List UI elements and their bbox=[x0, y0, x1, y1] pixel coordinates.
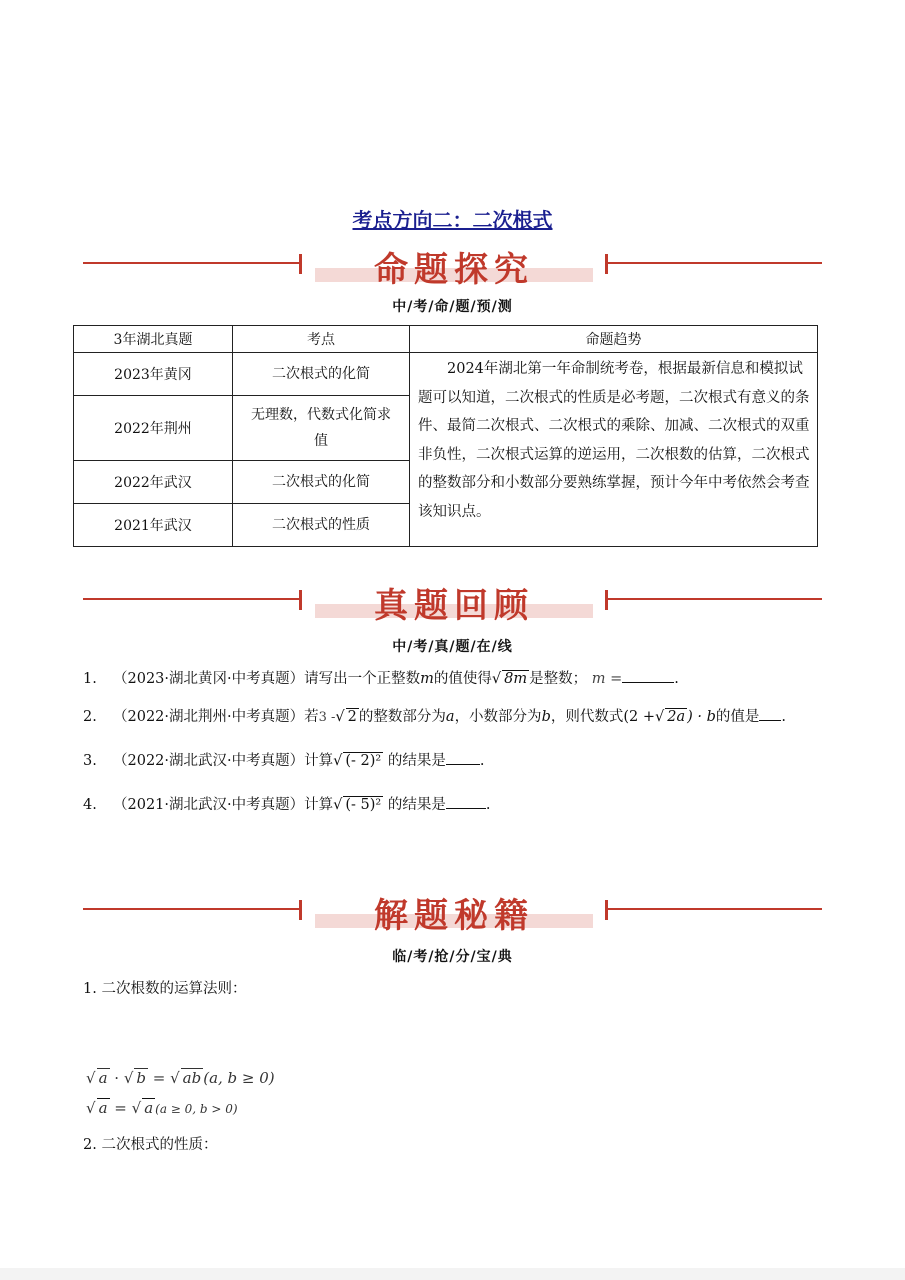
math-condition: (a ≥ 0, b > 0) bbox=[155, 1102, 238, 1116]
exam-trend-table bbox=[73, 325, 818, 547]
question-2 bbox=[83, 705, 786, 726]
radicand: a bbox=[144, 1099, 154, 1116]
banner-tick-right bbox=[605, 254, 608, 274]
question-text: 的整数部分为 bbox=[358, 709, 446, 725]
math-sqrt: √ (- 2)² bbox=[333, 753, 382, 769]
section-banner-proposition bbox=[83, 244, 822, 290]
banner-title: 解题秘籍 bbox=[374, 896, 534, 936]
cell-year: 2022年武汉 bbox=[74, 461, 233, 504]
math-op: · bbox=[109, 1069, 124, 1087]
cell-trend: 2024年湖北第一年命制统考卷，根据最新信息和模拟试题可以知道，二次根式的性质是必考题，二次根式有意义的条件、最简二次根式、二次根式的乘除、加减、二次根式的双重非负性，二次根式运算的逆运用，二次根数的估算，二次根式的整数部分和小数部分要熟练掌握，预计今年中考依然会考查该知识点。 bbox=[410, 353, 818, 547]
math-condition: (a, b ≥ 0) bbox=[203, 1069, 275, 1087]
header-point: 考点 bbox=[233, 326, 410, 353]
banner-line-left bbox=[83, 908, 301, 910]
banner-title: 命题探究 bbox=[374, 250, 534, 290]
math-sqrt: √ ab bbox=[170, 1069, 202, 1087]
table-row bbox=[74, 353, 818, 396]
page-bottom-bar bbox=[0, 1268, 905, 1280]
math-op: = bbox=[109, 1099, 132, 1116]
banner-tick-right bbox=[605, 900, 608, 920]
tip-heading-2: 2. 二次根式的性质： bbox=[83, 1137, 218, 1153]
math-var: m bbox=[420, 671, 434, 687]
radicand: (- 5)² bbox=[345, 797, 382, 813]
math-sqrt: √ a bbox=[86, 1069, 108, 1087]
header-trend: 命题趋势 bbox=[410, 326, 818, 353]
radicand: b bbox=[136, 1069, 146, 1087]
banner-tick-left bbox=[299, 900, 302, 920]
radicand: 2 bbox=[347, 709, 357, 725]
question-source: （2022·湖北荆州·中考真题） bbox=[113, 709, 305, 725]
math-var: b bbox=[541, 709, 551, 725]
math-expr: (2 + bbox=[623, 709, 656, 725]
banner-line-left bbox=[83, 262, 301, 264]
cell-year: 2022年荆州 bbox=[74, 396, 233, 461]
cell-point: 二次根式的化简 bbox=[233, 353, 410, 396]
math-sqrt: √ (- 5)² bbox=[333, 797, 382, 813]
page-title: 考点方向二：二次根式 bbox=[352, 208, 553, 232]
cell-year: 2023年黄冈 bbox=[74, 353, 233, 396]
question-text: ，则代数式 bbox=[550, 709, 624, 725]
math-var: a bbox=[445, 709, 455, 725]
section-banner-tips bbox=[83, 890, 822, 936]
question-text: ，小数部分为 bbox=[454, 709, 542, 725]
banner-line-right bbox=[605, 908, 822, 910]
table-header-row bbox=[74, 326, 818, 353]
banner-title: 真题回顾 bbox=[374, 586, 534, 626]
banner-subtitle: 中/考/真/题/在/线 bbox=[392, 639, 513, 655]
question-end: . bbox=[485, 797, 491, 813]
banner-tick-left bbox=[299, 254, 302, 274]
cell-point: 二次根式的性质 bbox=[233, 504, 410, 547]
radicand: 2a bbox=[667, 709, 686, 725]
math-sqrt: √ 8m bbox=[491, 671, 528, 687]
radicand: ab bbox=[182, 1069, 202, 1087]
section-banner-review bbox=[83, 580, 822, 626]
math-sqrt: √ a bbox=[86, 1099, 108, 1116]
question-source: （2021·湖北武汉·中考真题） bbox=[113, 797, 305, 813]
math-expr: m = bbox=[591, 671, 623, 687]
cell-point: 无理数，代数式化简求值 bbox=[233, 396, 410, 461]
question-number: 1. bbox=[83, 671, 97, 687]
answer-blank[interactable] bbox=[446, 794, 486, 809]
banner-line-left bbox=[83, 598, 301, 600]
question-text: 的结果是 bbox=[387, 753, 446, 769]
question-end: . bbox=[674, 671, 679, 687]
question-text: 请写出一个正整数 bbox=[304, 671, 421, 687]
banner-tick-left bbox=[299, 590, 302, 610]
question-text: 计算 bbox=[304, 797, 334, 813]
math-sqrt: √ a bbox=[131, 1099, 154, 1116]
question-number: 3. bbox=[83, 753, 97, 769]
banner-subtitle: 中/考/命/题/预/测 bbox=[392, 299, 513, 315]
formula-divide bbox=[86, 1096, 286, 1116]
question-text: 计算 bbox=[304, 753, 334, 769]
question-4 bbox=[83, 793, 490, 814]
header-year: 3年湖北真题 bbox=[74, 326, 233, 353]
question-text: 若 bbox=[304, 709, 319, 725]
answer-blank[interactable] bbox=[622, 668, 674, 683]
formula-multiply bbox=[86, 1068, 275, 1087]
question-number: 2. bbox=[83, 709, 97, 725]
math-op: = bbox=[148, 1069, 171, 1087]
math-sqrt: √ 2 bbox=[335, 709, 357, 725]
question-3 bbox=[83, 749, 484, 770]
answer-blank[interactable] bbox=[446, 750, 480, 765]
question-1 bbox=[83, 667, 679, 688]
question-source: （2022·湖北武汉·中考真题） bbox=[113, 753, 305, 769]
answer-blank[interactable] bbox=[759, 706, 781, 721]
math-sqrt: √ 2a bbox=[655, 709, 686, 725]
math-expr: 3 - bbox=[318, 710, 336, 725]
question-end: . bbox=[781, 709, 787, 725]
radicand: (- 2)² bbox=[345, 753, 382, 769]
math-sqrt: √ b bbox=[123, 1069, 146, 1087]
question-source: （2023·湖北黄冈·中考真题） bbox=[113, 671, 305, 687]
banner-line-right bbox=[605, 598, 822, 600]
radicand: a bbox=[98, 1069, 108, 1087]
question-number: 4. bbox=[83, 797, 97, 813]
radicand: 8m bbox=[504, 671, 528, 687]
question-text: 是整数； bbox=[529, 671, 588, 687]
cell-point: 二次根式的化简 bbox=[233, 461, 410, 504]
question-end: . bbox=[479, 753, 485, 769]
question-text: 的值使得 bbox=[433, 671, 492, 687]
banner-tick-right bbox=[605, 590, 608, 610]
question-text: 的值是 bbox=[715, 709, 760, 725]
banner-line-right bbox=[605, 262, 822, 264]
cell-year: 2021年武汉 bbox=[74, 504, 233, 547]
banner-subtitle: 临/考/抢/分/宝/典 bbox=[392, 949, 513, 965]
math-expr: ) · b bbox=[687, 709, 716, 725]
radicand: a bbox=[98, 1099, 108, 1116]
question-text: 的结果是 bbox=[387, 797, 446, 813]
tip-heading-1: 1. 二次根数的运算法则： bbox=[83, 981, 247, 997]
